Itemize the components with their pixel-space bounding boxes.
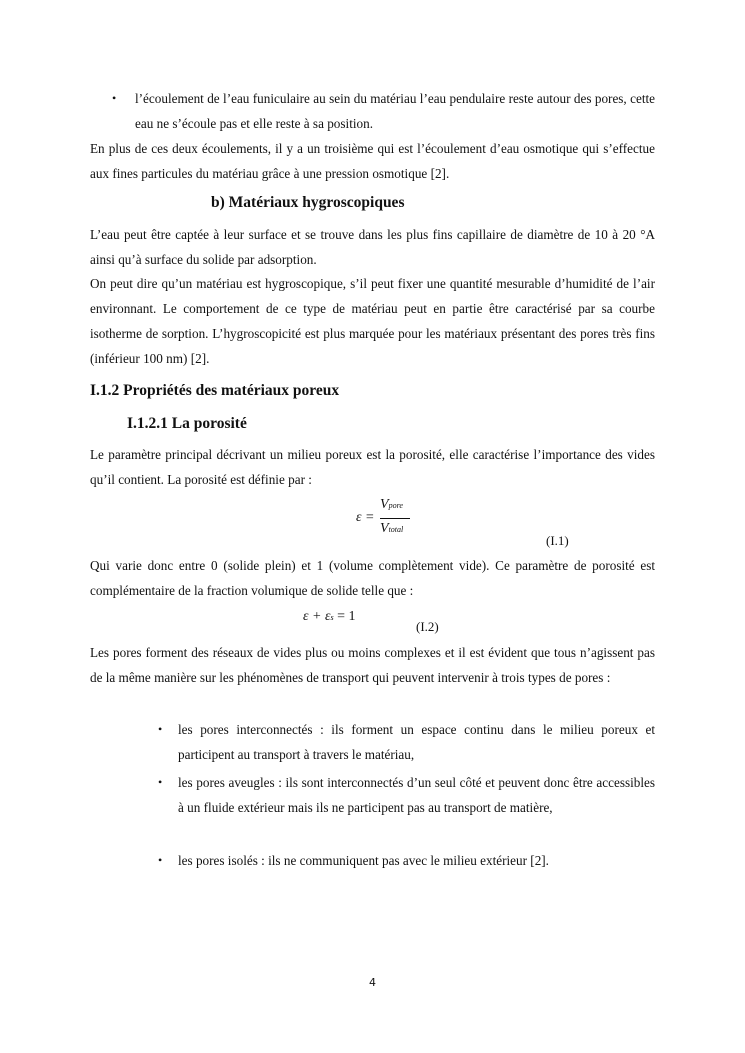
eq1-den-sub: total [388, 525, 404, 534]
heading-porosite: I.1.2.1 La porosité [127, 415, 247, 432]
eq1-fraction-line [380, 518, 410, 519]
paragraph-hygroscopique: On peut dire qu’un matériau est hygroscopique, s’il peut fixer une quantité mesurable d’humidité de l’air environnant. Le comportement de ce type de matériau peut en partie être caractérisé par sa courbe isotherme de sorption. L’hygroscopicité est plus marquée pour les matériaux présentant des pores très fins (inférieur 100 nm) [2]. [90, 276, 655, 366]
paragraph-porosite-range: Qui varie donc entre 0 (solide plein) et 1 (volume complètement vide). Ce paramètre de porosité est complémentaire de la fraction volumique de solide telle que : [90, 558, 655, 598]
eq1-num-sub: pore [388, 501, 403, 510]
page-number: 4 [369, 976, 376, 989]
list-item-pores-interconnectes: les pores interconnectés : ils forment un espace continu dans le milieu poreux et participent au transport à travers le matériau, [178, 722, 655, 762]
bullet-marker: • [158, 775, 163, 789]
eq2-label: (I.2) [416, 619, 439, 634]
eq2-lhs: ε + ε [303, 609, 331, 624]
paragraph-porosite-definition: Le paramètre principal décrivant un milieu poreux est la porosité, elle caractérise l’importance des vides qu’il contient. La porosité est définie par : [90, 447, 655, 487]
eq2-sub: s [330, 613, 334, 622]
paragraph-eau-captee: L’eau peut être captée à leur surface et se trouve dans les plus fins capillaire de diamètre de 10 à 20 °A ainsi qu’à surface du solide par adsorption. [90, 227, 655, 267]
bullet-text-funiculaire: l’écoulement de l’eau funiculaire au sein du matériau l’eau pendulaire reste autour des pores, cette eau ne s’écoule pas et elle reste à sa position. [135, 91, 655, 131]
bullet-marker: • [158, 722, 163, 736]
paragraph-osmotique: En plus de ces deux écoulements, il y a un troisième qui est l’écoulement d’eau osmotique qui s’effectue aux fines particules du matériau grâce à une pression osmotique [2]. [90, 141, 655, 181]
bullet-marker: • [112, 91, 117, 105]
bullet-marker: • [158, 853, 163, 867]
heading-proprietes: I.1.2 Propriétés des matériaux poreux [90, 382, 340, 399]
heading-materiaux-hygroscopiques: b) Matériaux hygroscopiques [211, 194, 405, 211]
list-item-pores-aveugles: les pores aveugles : ils sont interconnectés d’un seul côté et peuvent donc être accessibles à un fluide extérieur mais ils ne participent pas au transport de matière, [178, 775, 655, 815]
eq1-numerator [380, 497, 403, 513]
eq2-rhs: = 1 [333, 609, 356, 624]
list-item-pores-isoles: les pores isolés : ils ne communiquent pas avec le milieu extérieur [2]. [178, 853, 549, 868]
eq1-den-symbol: V [380, 521, 389, 536]
eq1-lhs: ε = [356, 510, 375, 525]
eq1-denominator [380, 521, 403, 537]
paragraph-reseaux-pores: Les pores forment des réseaux de vides plus ou moins complexes et il est évident que tous n’agissent pas de la même manière sur les phénomènes de transport qui peuvent intervenir à trois types de pores : [90, 645, 655, 685]
eq1-num-symbol: V [380, 497, 389, 512]
eq2-expression [303, 609, 356, 625]
eq1-label: (I.1) [546, 533, 569, 548]
